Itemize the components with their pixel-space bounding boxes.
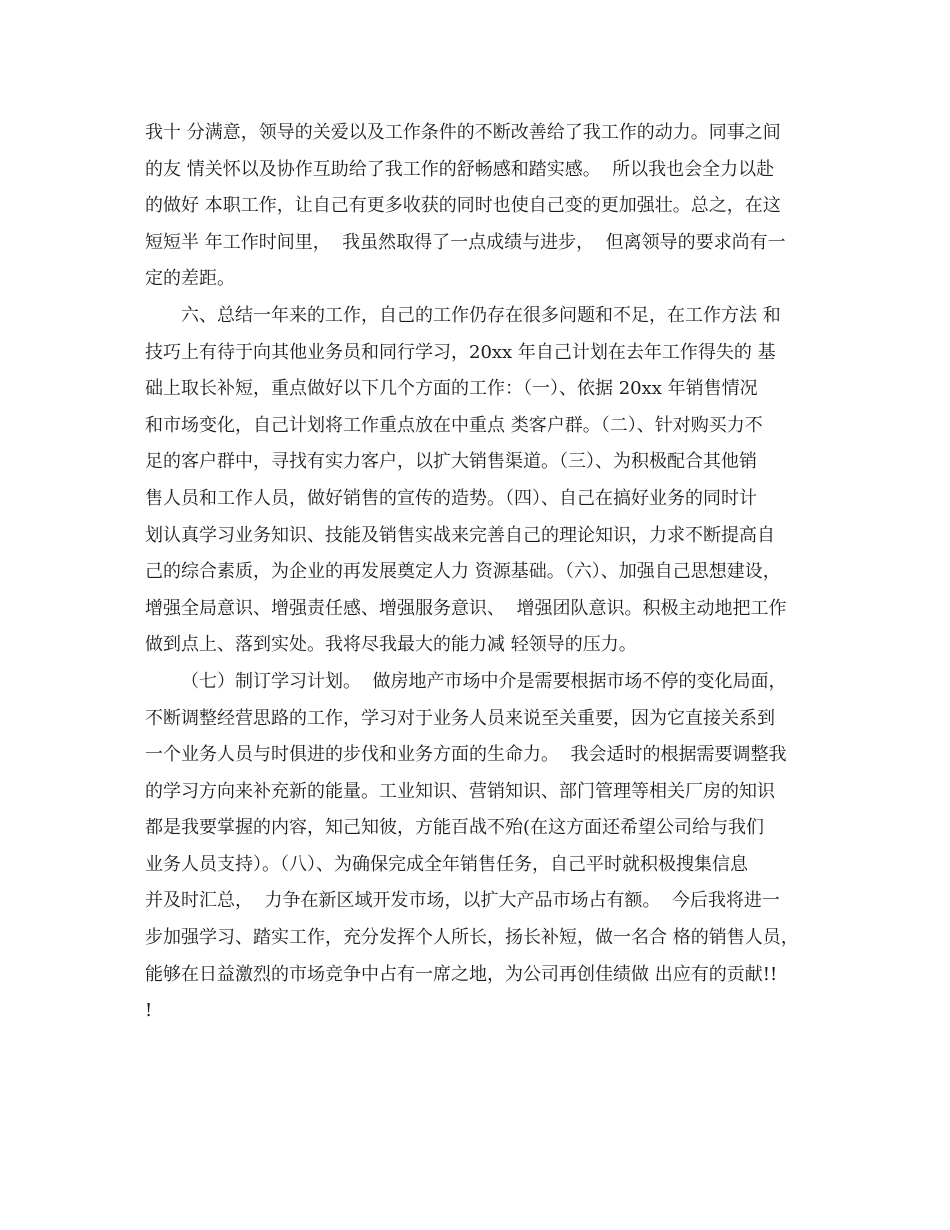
text-line: 一个业务人员与时俱进的步伐和业务方面的生命力。 我会适时的根据需要调整我 — [145, 744, 787, 766]
text-line: 增强全局意识、增强责任感、增强服务意识、 增强团队意识。积极主动地把工作 — [145, 597, 787, 619]
paragraph-start-line: （七）制订学习计划。 做房地产市场中介是需要根据市场不停的变化局面， — [181, 670, 787, 692]
text-line: 定的差距。 — [145, 268, 235, 290]
text-line: 足的客户群中，寻找有实力客户，以扩大销售渠道。（三）、为积极配合其他销 — [145, 451, 757, 473]
text-line: 我十 分满意，领导的关爱以及工作条件的不断改善给了我工作的动力。同事之间 — [145, 122, 781, 143]
text-line: 做到点上、落到实处。我将尽我最大的能力减 轻领导的压力。 — [145, 634, 637, 656]
text-line: 不断调整经营思路的工作，学习对于业务人员来说至关重要，因为它直接关系到 — [145, 707, 775, 729]
text-line: 都是我要掌握的内容，知己知彼，方能百战不殆(在这方面还希望公司给与我们 — [145, 817, 765, 839]
text-line: 己的综合素质，为企业的再发展奠定人力 资源基础。（六）、加强自己思想建设， — [145, 561, 781, 583]
text-line: 步加强学习、踏实工作，充分发挥个人所长，扬长补短，做一名合 格的销售人员， — [145, 927, 799, 949]
text-line: 并及时汇总， 力争在新区域开发市场，以扩大产品市场占有额。 今后我将进一 — [145, 890, 780, 912]
text-line: 的做好 本职工作，让自己有更多收获的同时也使自己变的更加强壮。总之，在这 — [145, 195, 781, 217]
text-line: 的友 情关怀以及协作互助给了我工作的舒畅感和踏实感。 所以我也会全力以赴 — [145, 158, 775, 180]
text-line: 技巧上有待于向其他业务员和同行学习，20xx 年自己计划在去年工作得失的 基 — [145, 341, 776, 363]
text-line: 和市场变化，自己计划将工作重点放在中重点 类客户群。（二）、针对购买力不 — [145, 414, 763, 436]
text-line: 能够在日益激烈的市场竞争中占有一席之地，为公司再创佳绩做 出应有的贡献!! — [145, 963, 778, 985]
text-line: ! — [145, 1000, 153, 1022]
text-line: 础上取长补短，重点做好以下几个方面的工作：（一）、依据 20xx 年销售情况 — [145, 378, 758, 400]
text-line: 划认真学习业务知识、技能及销售实战来完善自己的理论知识，力求不断提高自 — [145, 524, 775, 546]
text-line: 售人员和工作人员，做好销售的宣传的造势。（四）、自己在搞好业务的同时计 — [145, 487, 757, 509]
text-line: 短短半 年工作时间里， 我虽然取得了一点成绩与进步， 但离领导的要求尚有一 — [145, 231, 786, 253]
text-line: 业务人员支持）。（八）、为确保完成全年销售任务，自己平时就积极搜集信息 — [145, 853, 748, 875]
document-body — [145, 115, 825, 1030]
paragraph-start-line: 六、总结一年来的工作，自己的工作仍存在很多问题和不足，在工作方法 和 — [181, 304, 781, 326]
text-line: 的学习方向来补充新的能量。工业知识、营销知识、部门管理等相关厂房的知识 — [145, 780, 775, 802]
